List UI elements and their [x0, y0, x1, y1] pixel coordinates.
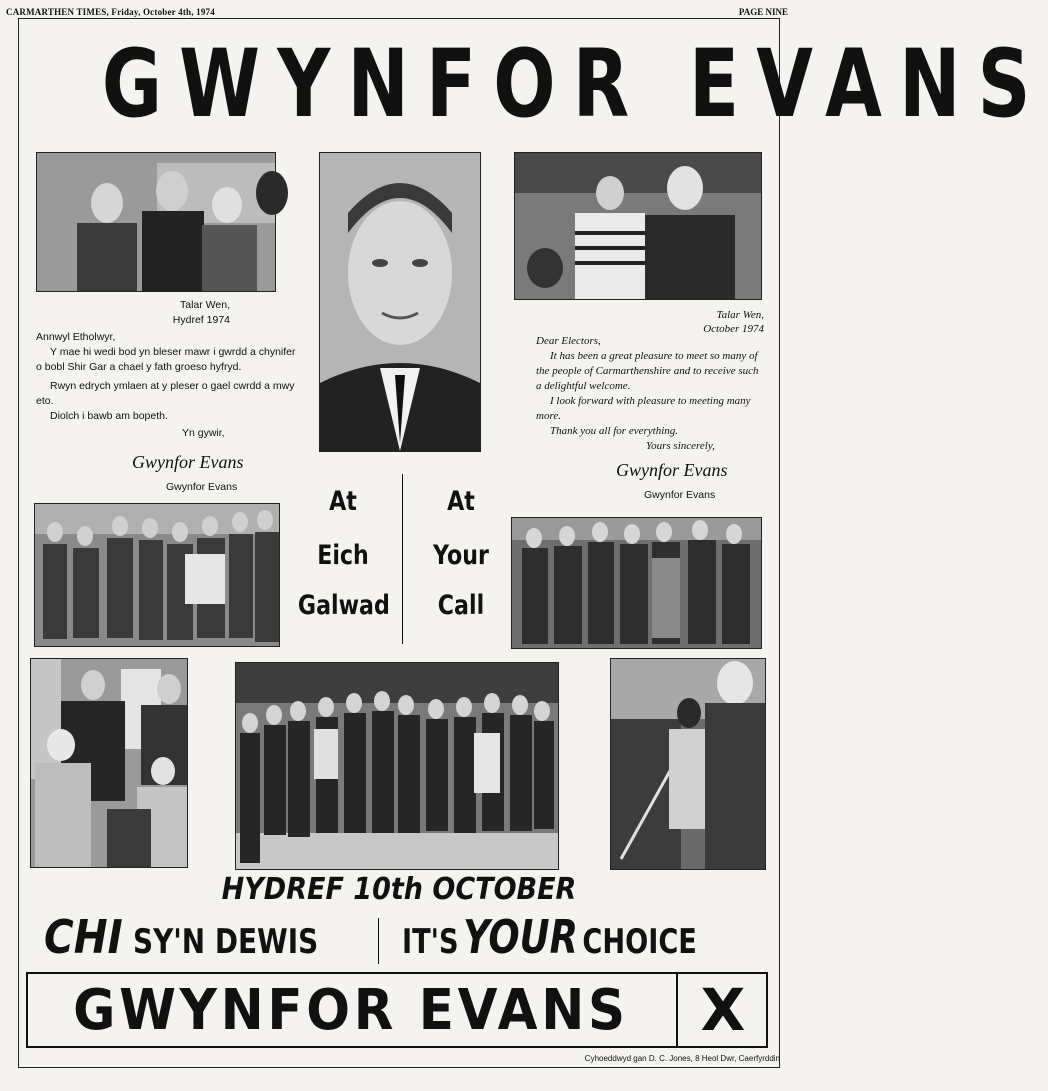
welsh-letter-closing: Yn gywir,	[182, 427, 225, 439]
english-letter-para1: It has been a great pleasure to meet so many of the people of Carmarthenshire and to receive such a delightful welcome.	[536, 350, 759, 392]
welsh-letter-name: Gwynfor Evans	[166, 481, 238, 493]
portrait-gwynfor-evans	[319, 152, 481, 452]
photo-elderly-women	[30, 658, 188, 868]
english-letter	[536, 334, 764, 454]
choice-english	[402, 910, 762, 970]
photo-group-women	[34, 503, 280, 647]
slogan-welsh-3: Galwad	[297, 590, 390, 621]
slogan-divider	[402, 474, 403, 644]
choice-english-pre: IT'S	[402, 922, 459, 962]
slogan-english	[406, 486, 516, 640]
english-letter-closing: Yours sincerely,	[646, 440, 715, 452]
photo-boys-with-candidate	[514, 152, 762, 300]
ballot-candidate-name: GWYNFOR EVANS	[73, 978, 629, 1043]
slogan-english-3: Call	[437, 590, 485, 621]
photo-group-workers	[511, 517, 762, 649]
welsh-letter-para2: Rwyn edrych ymlaen at y pleser o gael cwrdd a mwy eto.	[36, 380, 295, 407]
slogan-welsh-2: Eich	[317, 540, 369, 571]
slogan-english-2: Your	[433, 540, 489, 571]
welsh-letter-greeting: Annwyl Etholwyr,	[36, 331, 116, 343]
english-letter-date: October 1974	[703, 323, 764, 335]
election-date: HYDREF 10th OCTOBER	[221, 872, 577, 907]
english-letter-para2: I look forward with pleasure to meeting many more.	[536, 395, 751, 422]
page-number: PAGE NINE	[738, 7, 788, 17]
choice-english-emphasis: YOUR	[463, 910, 578, 964]
english-signature: Gwynfor Evans	[616, 460, 728, 480]
english-letter-name: Gwynfor Evans	[644, 489, 716, 501]
welsh-letter-date: Hydref 1974	[172, 314, 230, 326]
welsh-letter-para1: Y mae hi wedi bod yn bleser mawr i gwrdd a chynifer o bobl Shir Gar a chael y fath groeso hyfryd.	[36, 346, 296, 373]
choice-welsh-emphasis: CHI	[44, 910, 123, 964]
masthead: CARMARTHEN TIMES, Friday, October 4th, 1974	[6, 7, 215, 17]
page-title: GWYNFOR EVANS	[101, 30, 1048, 139]
english-letter-greeting: Dear Electors,	[536, 335, 601, 347]
choice-english-post: CHOICE	[582, 922, 697, 962]
photo-four-people	[36, 152, 276, 292]
choice-welsh	[44, 910, 384, 970]
slogan-english-1: At	[447, 486, 475, 517]
english-letter-place: Talar Wen,	[716, 309, 764, 321]
choice-divider	[378, 918, 379, 964]
slogan-welsh	[288, 486, 398, 640]
welsh-letter	[36, 330, 298, 441]
choice-welsh-rest: SY'N DEWIS	[132, 922, 319, 962]
slogan-welsh-1: At	[329, 486, 357, 517]
welsh-signature: Gwynfor Evans	[132, 452, 244, 472]
photo-large-crowd	[235, 662, 559, 870]
imprint: Cyhoeddwyd gan D. C. Jones, 8 Heol Dwr, Caerfyrddin	[584, 1054, 780, 1063]
english-letter-para3: Thank you all for everything.	[550, 425, 679, 437]
welsh-letter-place: Talar Wen,	[180, 299, 230, 311]
photo-workshop	[610, 658, 766, 870]
ballot-x-mark: X	[676, 972, 768, 1048]
welsh-letter-para3: Diolch i bawb am bopeth.	[50, 410, 168, 422]
